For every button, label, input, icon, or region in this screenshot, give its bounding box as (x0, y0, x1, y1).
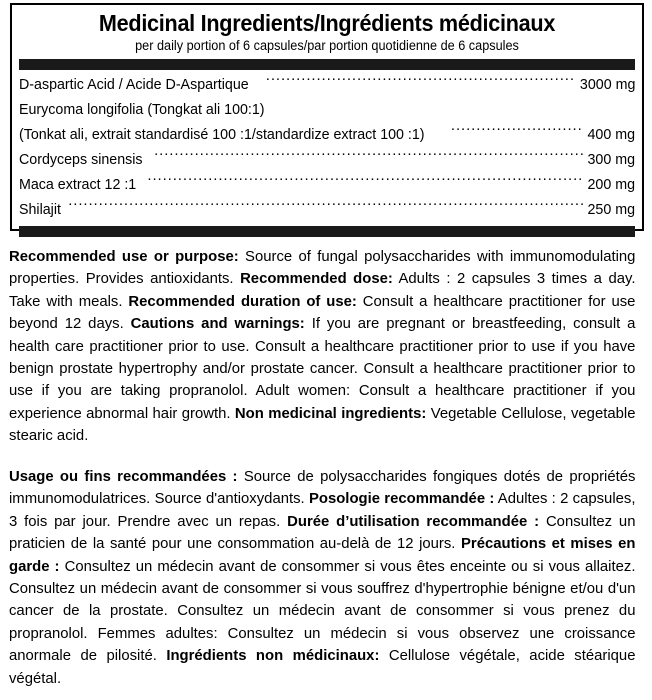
english-nonmedicinal-heading: Non medicinal ingredients: (234, 404, 427, 422)
ingredient-amount: 200 mg (587, 175, 635, 193)
ingredient-row (19, 72, 635, 97)
ingredient-amount: 250 mg (587, 200, 635, 218)
english-cautions-heading: Cautions and warnings: (130, 315, 305, 333)
english-dose-text: Adults : 2 capsules 3 times a day. Take with meals. (9, 270, 636, 310)
french-use-heading: Usage ou fins recommandées : (9, 468, 238, 485)
french-dose-text: Adultes : 2 capsules, 3 fois par jour. Prendre avec un repas. (9, 490, 636, 530)
english-nonmedicinal-text: Vegetable Cellulose, vegetable stearic acid. (9, 404, 636, 445)
french-dose-heading: Posologie recommandée : (308, 490, 495, 508)
ingredient-amount: 400 mg (587, 125, 635, 143)
english-use-text: Source of fungal polysaccharides with immunomodulating properties. Provides antioxidants. (9, 248, 636, 288)
panel-bottom-rule (19, 226, 635, 237)
ingredient-name: Eurycoma longifolia (Tongkat ali 100:1) (19, 100, 265, 118)
english-dose-heading: Recommended dose: (240, 270, 393, 288)
english-duration-text: Consult a healthcare practitioner for use beyond 12 days. (9, 292, 636, 333)
dot-leader (147, 174, 583, 189)
panel-top-rule (19, 59, 635, 70)
ingredient-row (19, 197, 635, 222)
english-use-heading: Recommended use or purpose: (9, 248, 239, 265)
ingredient-row (19, 147, 635, 172)
medicinal-ingredients-panel (10, 3, 644, 231)
dot-leader (266, 74, 575, 89)
english-directions-paragraph (9, 246, 645, 448)
panel-title: Medicinal Ingredients/Ingrédients médicinaux (98, 10, 556, 36)
ingredient-name: Cordyceps sinensis (19, 150, 143, 168)
french-cautions-text: Consultez un médecin avant de consommer si vous êtes enceinte ou si vous allaitez. Consultez un médecin avant de consommer si vous souffrez d'hypertrophie bénigne et/ou d'un cancer de la prostate. Consultez un médecin avant de consommer si vous prenez du propranolol. Femmes adultes: Consultez un médecin si vous observez une croissance anormale de pilosité. (9, 557, 636, 665)
ingredient-row (19, 97, 635, 122)
french-duration-heading: Durée d’utilisation recommandée : (287, 512, 540, 530)
ingredient-list (19, 72, 635, 222)
ingredient-name: Maca extract 12 :1 (19, 175, 137, 193)
ingredient-name: Shilajit (19, 200, 61, 218)
french-nonmedicinal-heading: Ingrédients non médicinaux: (166, 647, 380, 665)
ingredient-name: (Tonkat ali, extrait standardisé 100 :1/standardize extract 100 :1) (19, 125, 425, 143)
dot-leader (68, 199, 583, 214)
french-duration-text: Consultez un praticien de la santé pour une consommation au-delà de 12 jours. (9, 512, 636, 553)
english-cautions-text: If you are pregnant or breastfeeding, consult a health care practitioner prior to use. Consult a healthcare practitioner prior to use if you have benign prostate hypertrophy and/or prostate cancer. Consult a healthcare practitioner prior to use if you are taking propranolol. Adult women: Consult a healthcare practitioner if you experience abnormal hair growth. (9, 315, 636, 422)
ingredient-name: D-aspartic Acid / Acide D-Aspartique (19, 75, 249, 93)
panel-subtitle: per daily portion of 6 capsules/par portion quotidienne de 6 capsules (135, 38, 519, 54)
ingredient-amount: 3000 mg (579, 75, 635, 93)
ingredient-row (19, 172, 635, 197)
french-cautions-heading: Précautions et mises en garde : (9, 535, 636, 575)
english-duration-heading: Recommended duration of use: (128, 292, 357, 310)
ingredient-row (19, 122, 635, 147)
french-use-text: Source de polysaccharides fongiques dotés de propriétés immunomodulatrices. Source d'antioxydants. (9, 468, 636, 508)
ingredient-amount: 300 mg (587, 150, 635, 168)
french-directions-paragraph (9, 466, 645, 690)
french-nonmedicinal-text: Cellulose végétale, acide stéarique végétal. (9, 647, 636, 687)
dot-leader (451, 124, 583, 139)
dot-leader (154, 149, 583, 164)
